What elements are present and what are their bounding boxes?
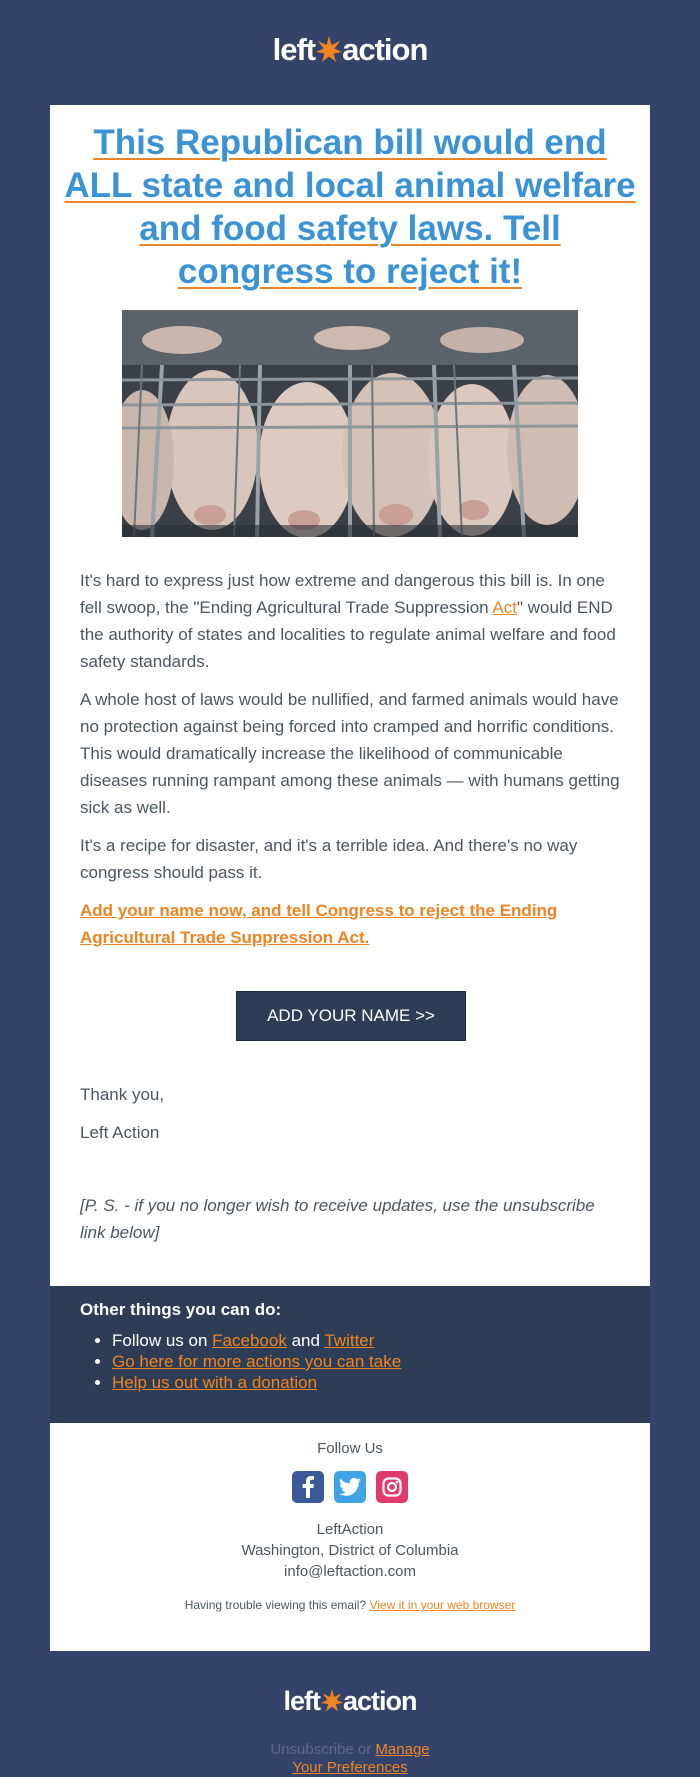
other-things-list [80, 1330, 401, 1393]
twitter-link[interactable]: Twitter [324, 1331, 375, 1350]
follow-us-label: Follow Us [317, 1440, 383, 1457]
email-card [50, 105, 650, 1651]
unsubscribe-link[interactable]: Unsubscribe [270, 1741, 354, 1758]
signature: Left Action [80, 1123, 160, 1142]
thanks-text: Thank you, [80, 1085, 165, 1104]
twitter-icon[interactable] [334, 1471, 366, 1503]
trouble-viewing: Having trouble viewing this email? View it in your web browser [184, 1598, 516, 1612]
other-things-panel [50, 1286, 650, 1423]
manage-preferences-link-line2[interactable]: Your Preferences [292, 1759, 408, 1776]
instagram-icon[interactable] [376, 1471, 408, 1503]
paragraph-1: It's hard to express just how extreme and dangerous this bill is. In one fell swoop, the "Ending Agricultural Trade Suppression Act" would END the authority of states and localities to regulate animal welfare and food safety standards. [80, 571, 616, 671]
org-info [50, 1519, 650, 1582]
body-copy [80, 567, 620, 962]
org-location: Washington, District of Columbia [241, 1542, 459, 1559]
ps-note: [P. S. - if you no longer wish to receive updates, use the unsubscribe link below] [80, 1196, 595, 1242]
signoff [80, 1081, 164, 1157]
other-things-title: Other things you can do: [80, 1300, 282, 1319]
facebook-link[interactable]: Facebook [212, 1331, 287, 1350]
add-your-name-button[interactable]: ADD YOUR NAME >> [236, 991, 466, 1041]
leftaction-logo[interactable] [0, 30, 700, 70]
unsubscribe-area: Unsubscribe or Manage Your Preferences [270, 1741, 430, 1776]
list-item [112, 1351, 401, 1372]
paragraph-3: It's a recipe for disaster, and it's a terrible idea. And there's no way congress should pass it. [80, 836, 578, 882]
logo-right-text: action [342, 32, 428, 67]
donation-link[interactable]: Help us out with a donation [112, 1373, 318, 1392]
footer [50, 1423, 650, 1612]
act-link[interactable]: Act [492, 598, 517, 617]
sunburst-icon [316, 36, 342, 66]
leftaction-logo-footer[interactable] [0, 1683, 700, 1719]
logo-left-text: left [283, 1685, 320, 1716]
paragraph-2: A whole host of laws would be nullified, and farmed animals would have no protection against being forced into cramped and horrific conditions. This would dramatically increase the likelihood of communicable diseases running rampant among these animals — with humans getting sick as well. [80, 690, 620, 817]
manage-preferences-link[interactable]: Manage [375, 1741, 430, 1758]
org-email: info@leftaction.com [284, 1563, 416, 1580]
pigs-in-crates-image[interactable] [122, 310, 578, 537]
logo-right-text: action [342, 1685, 417, 1716]
list-item: • Follow us on Facebook and Twitter [112, 1330, 401, 1351]
cta-link[interactable]: Add your name now, and tell Congress to reject the Ending Agricultural Trade Suppression Act. [80, 901, 558, 947]
view-in-browser-link[interactable]: View it in your web browser [369, 1598, 516, 1612]
headline-link[interactable]: This Republican bill would end ALL state and local animal welfare and food safety laws. Tell congress to reject it! [64, 123, 636, 291]
org-name: LeftAction [316, 1521, 384, 1538]
more-actions-link[interactable]: Go here for more actions you can take [112, 1352, 402, 1371]
logo-left-text: left [272, 32, 316, 67]
list-item [112, 1372, 401, 1393]
facebook-icon[interactable] [292, 1471, 324, 1503]
social-icons [50, 1471, 650, 1503]
sunburst-icon [321, 1689, 343, 1715]
